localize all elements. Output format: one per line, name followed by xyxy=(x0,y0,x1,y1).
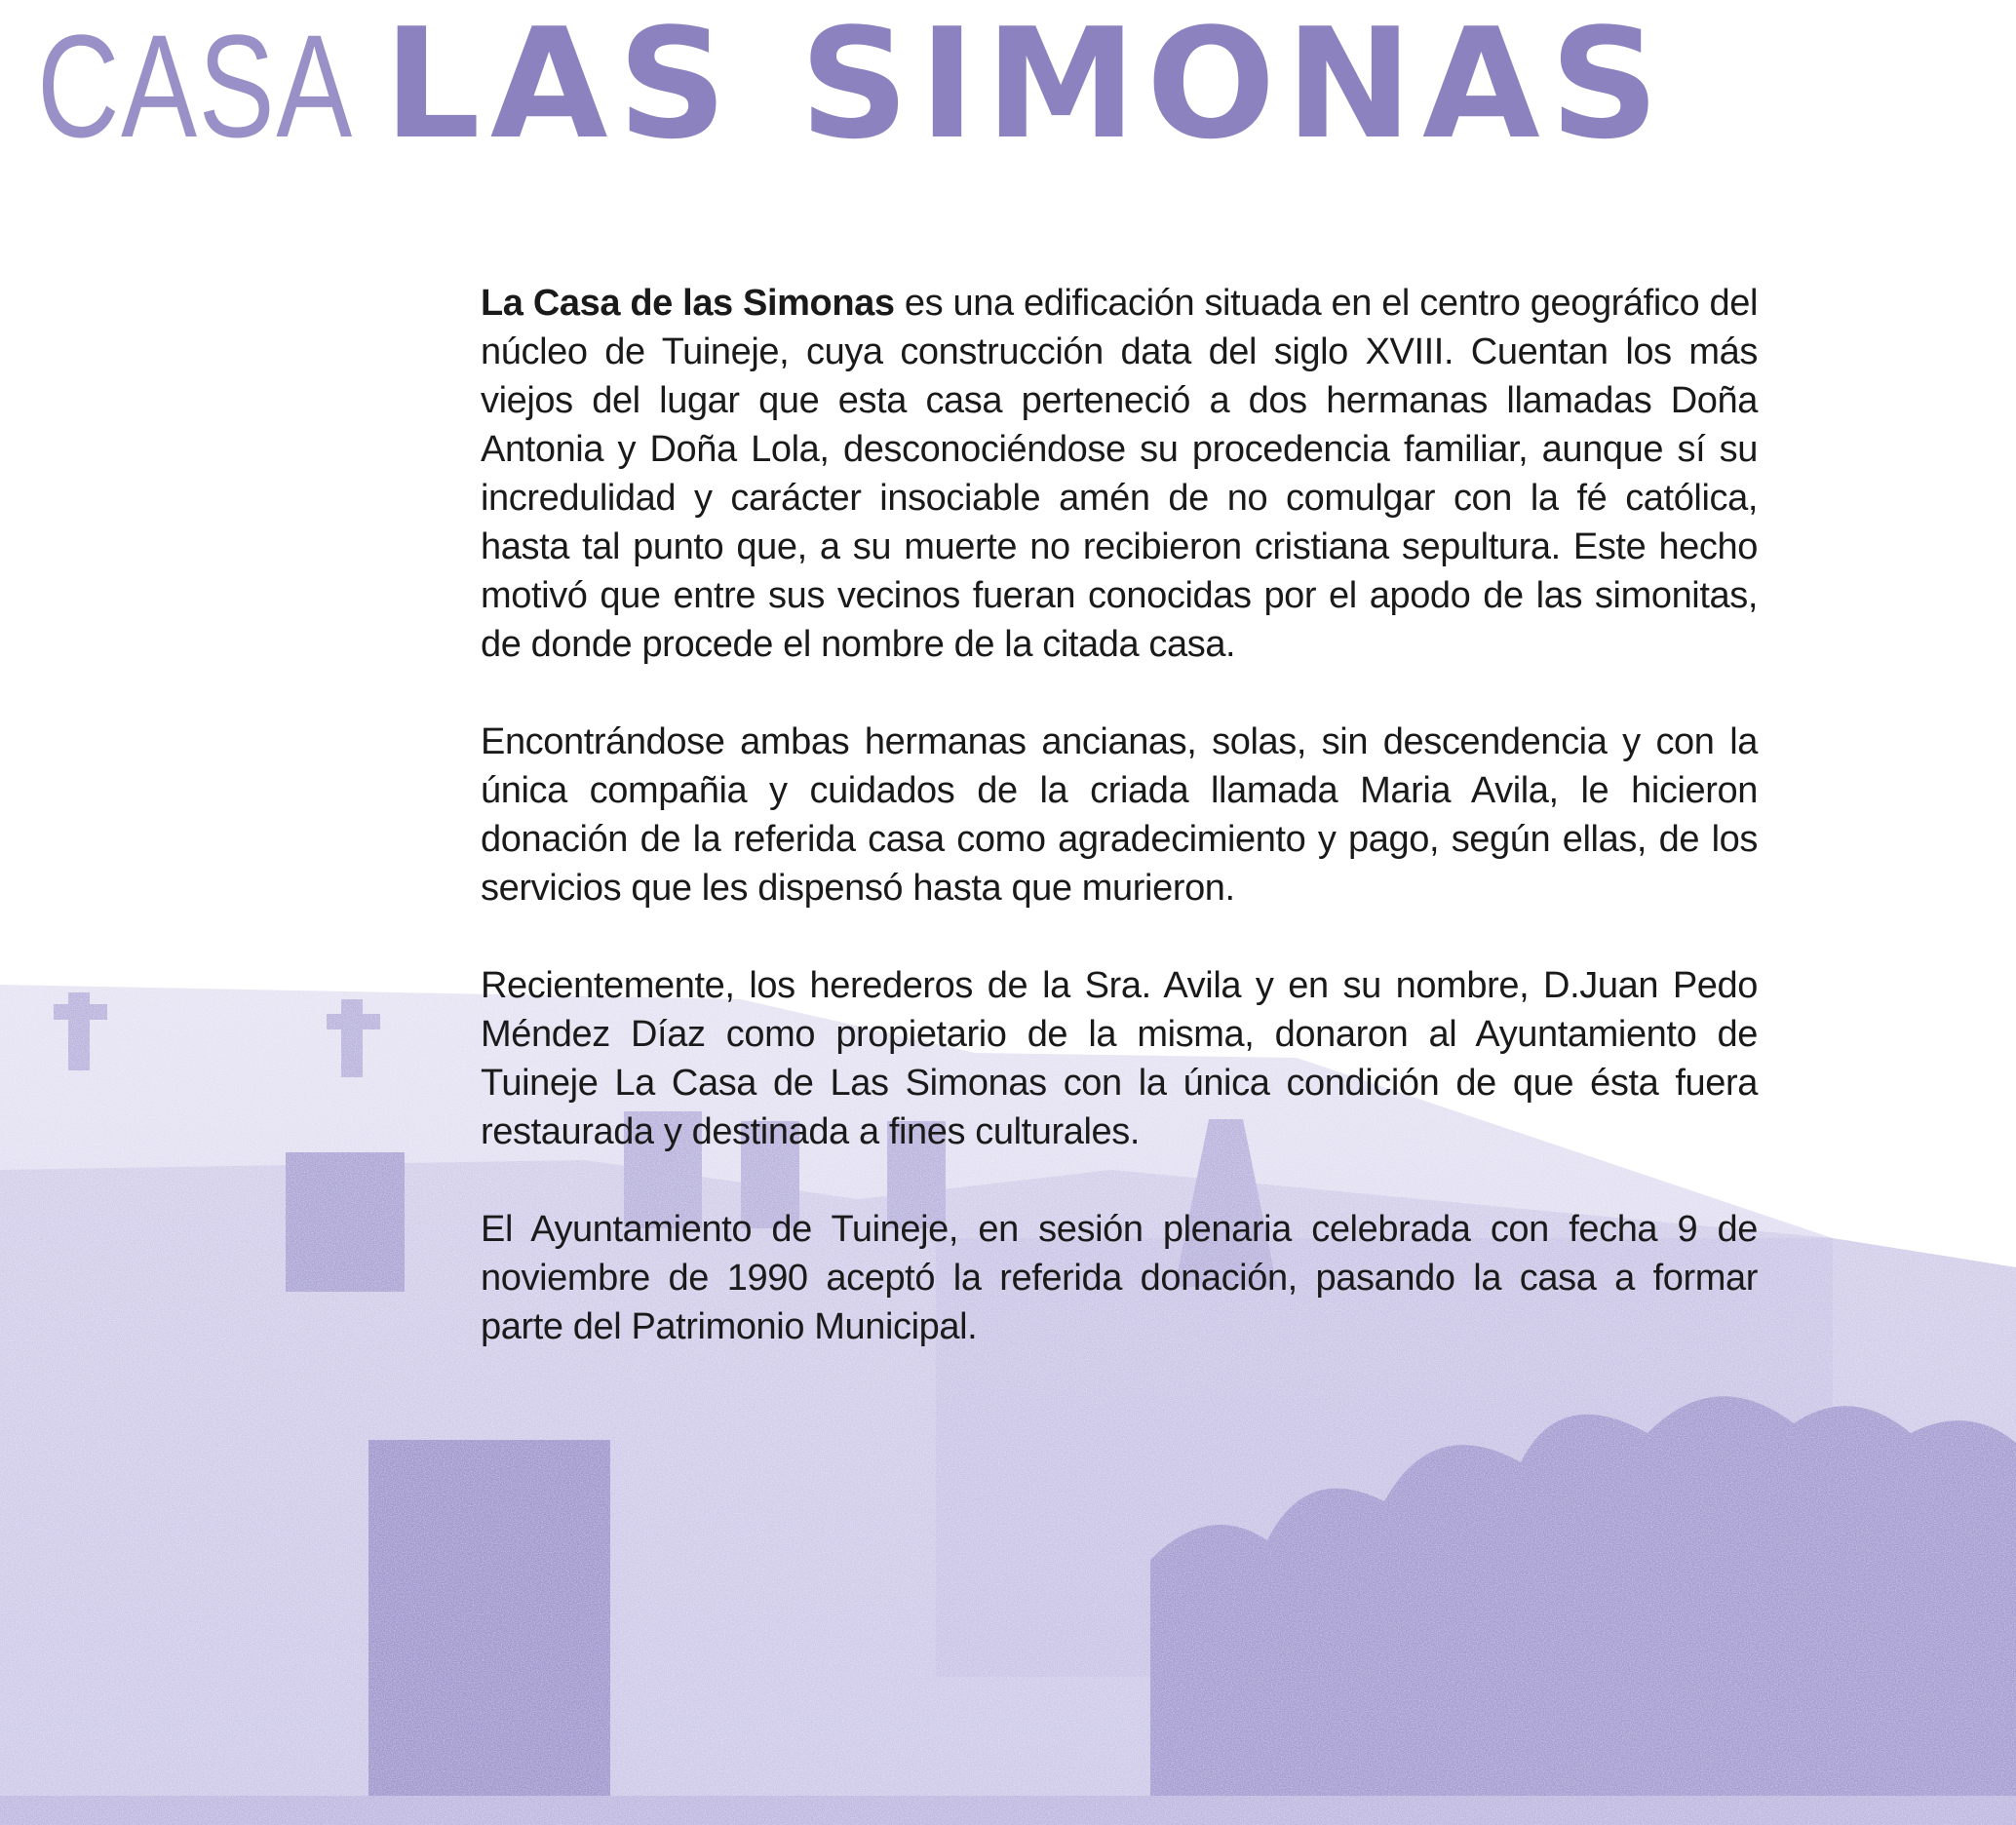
paragraph-history-text: es una edificación situada en el centro geográfico del núcleo de Tuineje, cuya construcción data del siglo XVIII. Cuentan los más viejos del lugar que esta casa perteneció a dos hermanas llamadas Doña Antonia y Doña Lola, desconociéndose su procedencia familiar, aunque sí su incredulidad y carácter insociable amén de no comulgar con la fé católica, hasta tal punto que, a su muerte no recibieron cristiana sepultura. Este hecho motivó que entre sus vecinos fueran conocidas por el apodo de las simonitas, de donde procede el nombre de la citada casa. xyxy=(481,283,1758,665)
paragraph-donation: Encontrándose ambas hermanas ancianas, solas, sin descendencia y con la única compañia y cuidados de la criada llamada Maria Avila, le hicieron donación de la referida casa como agradecimiento y pago, según ellas, de los servicios que les dispensó hasta que murieron. xyxy=(481,721,1758,909)
title-word-casa: CASA xyxy=(37,4,354,168)
paragraph-lead: La Casa de las Simonas xyxy=(481,283,895,324)
article-body xyxy=(481,279,1758,1400)
paragraph-acceptance: El Ayuntamiento de Tuineje, en sesión plenaria celebrada con fecha 9 de noviembre de 1990 aceptó la referida donación, pasando la casa a formar parte del Patrimonio Municipal. xyxy=(481,1209,1758,1347)
paragraph-heirs: Recientemente, los herederos de la Sra. Avila y en su nombre, D.Juan Pedo Méndez Díaz como propietario de la misma, donaron al Ayuntamiento de Tuineje La Casa de Las Simonas con la única condición de que ésta fuera restaurada y destinada a fines culturales. xyxy=(481,965,1758,1152)
title-word-las-simonas: LAS SIMONAS xyxy=(383,0,1670,173)
paragraph-history xyxy=(481,279,1758,669)
page-title xyxy=(37,0,1670,173)
